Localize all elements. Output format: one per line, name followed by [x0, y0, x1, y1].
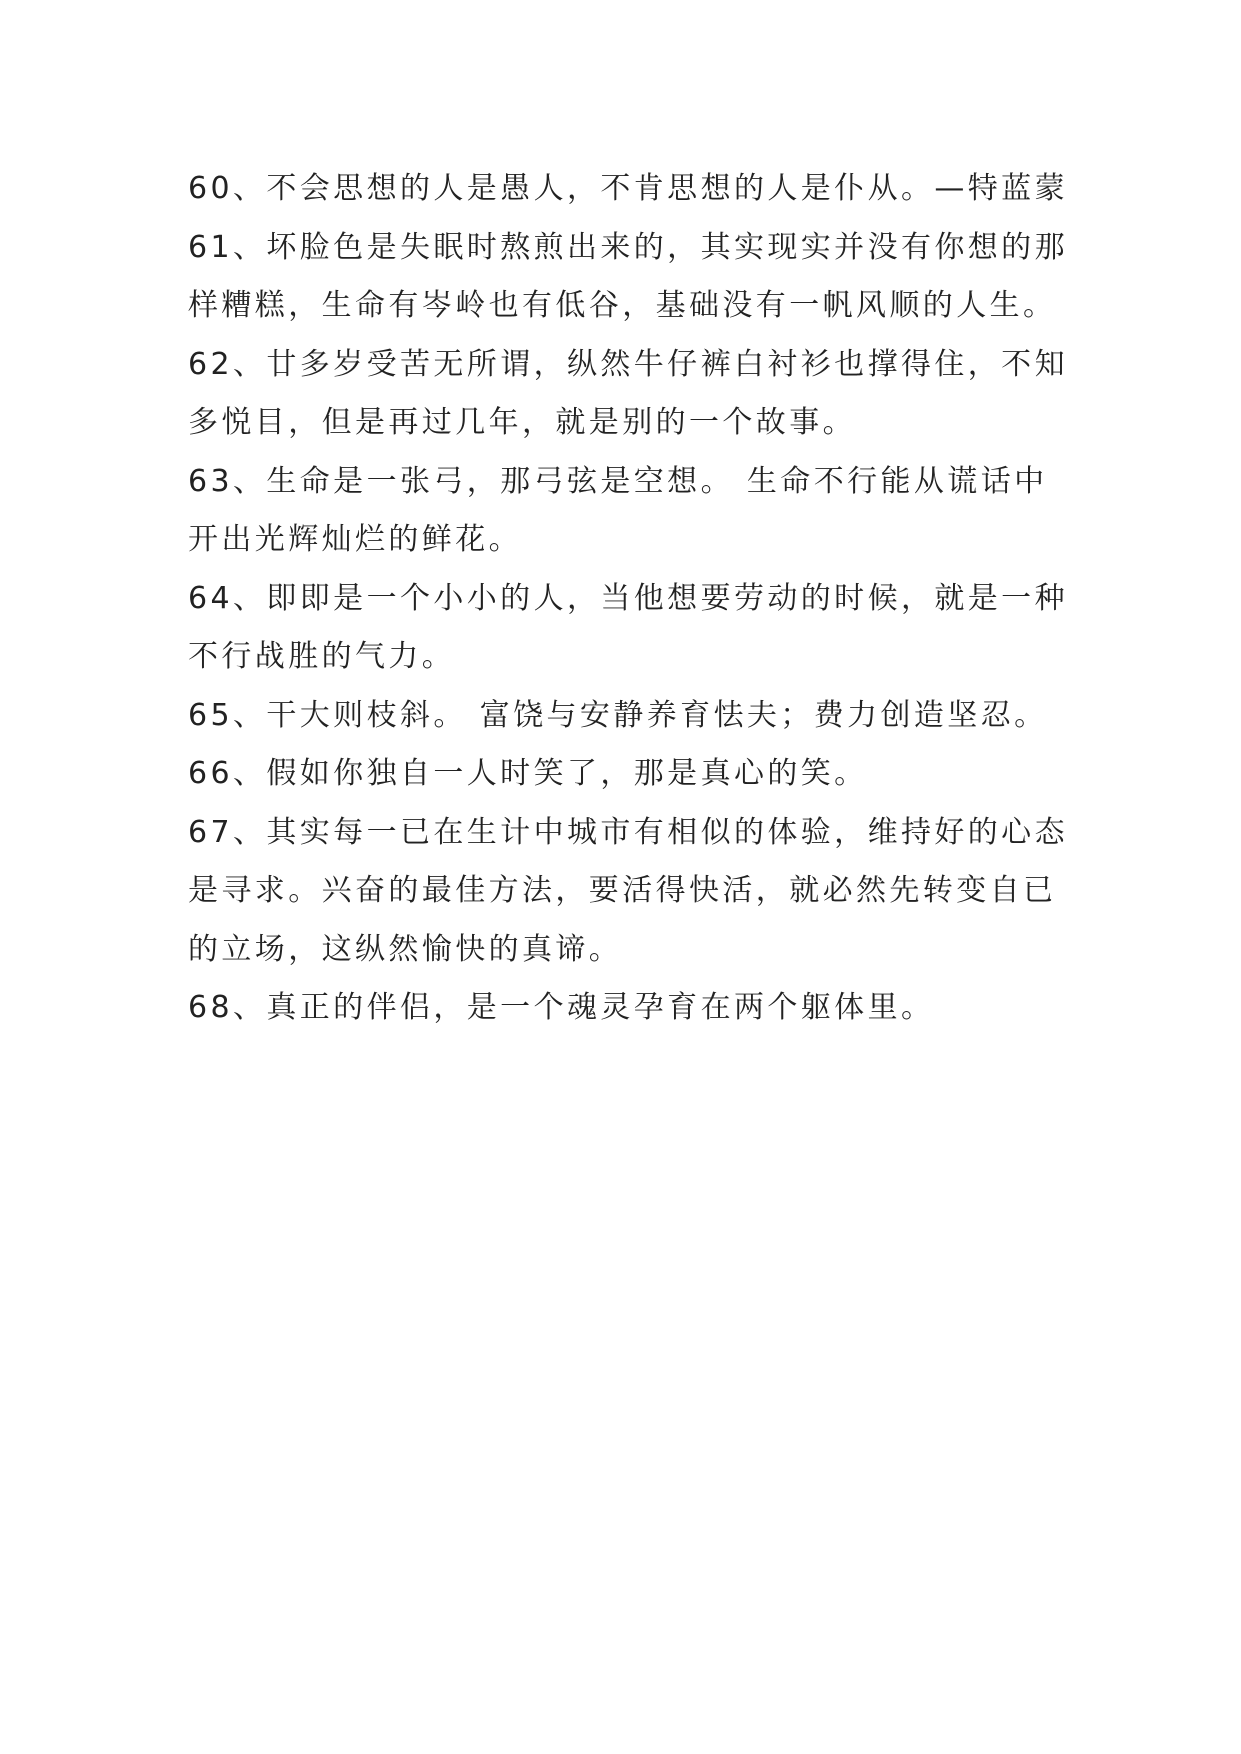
paragraph-67: 67、其实每一已在生计中城市有相似的体验，维持好的心态是寻求。兴奋的最佳方法，要活得快活，就必然先转变自已的立场，这纵然愉快的真谛。 [188, 814, 1068, 967]
document-body [188, 160, 1068, 1038]
paragraph-63: 63、生命是一张弓，那弓弦是空想。 生命不行能从谎话中开出光辉灿烂的鲜花。 [188, 463, 1048, 557]
paragraph-61: 61、坏脸色是失眠时熬煎出来的，其实现实并没有你想的那样糟糕，生命有岑岭也有低谷，基础没有一帆风顺的人生。 [188, 229, 1068, 323]
paragraph-60: 60、不会思想的人是愚人，不肯思想的人是仆从。—特蓝蒙 [188, 171, 1068, 206]
paragraph-66: 66、假如你独自一人时笑了，那是真心的笑。 [188, 756, 868, 791]
paragraph-64: 64、即即是一个小小的人，当他想要劳动的时候，就是一种不行战胜的气力。 [188, 580, 1068, 674]
paragraph-65: 65、干大则枝斜。 富饶与安静养育怯夫；费力创造坚忍。 [188, 697, 1048, 733]
paragraph-68: 68、真正的伴侣，是一个魂灵孕育在两个躯体里。 [188, 990, 935, 1025]
paragraph-62: 62、廿多岁受苦无所谓，纵然牛仔裤白衬衫也撑得住，不知多悦目，但是再过几年，就是别的一个故事。 [188, 346, 1068, 440]
